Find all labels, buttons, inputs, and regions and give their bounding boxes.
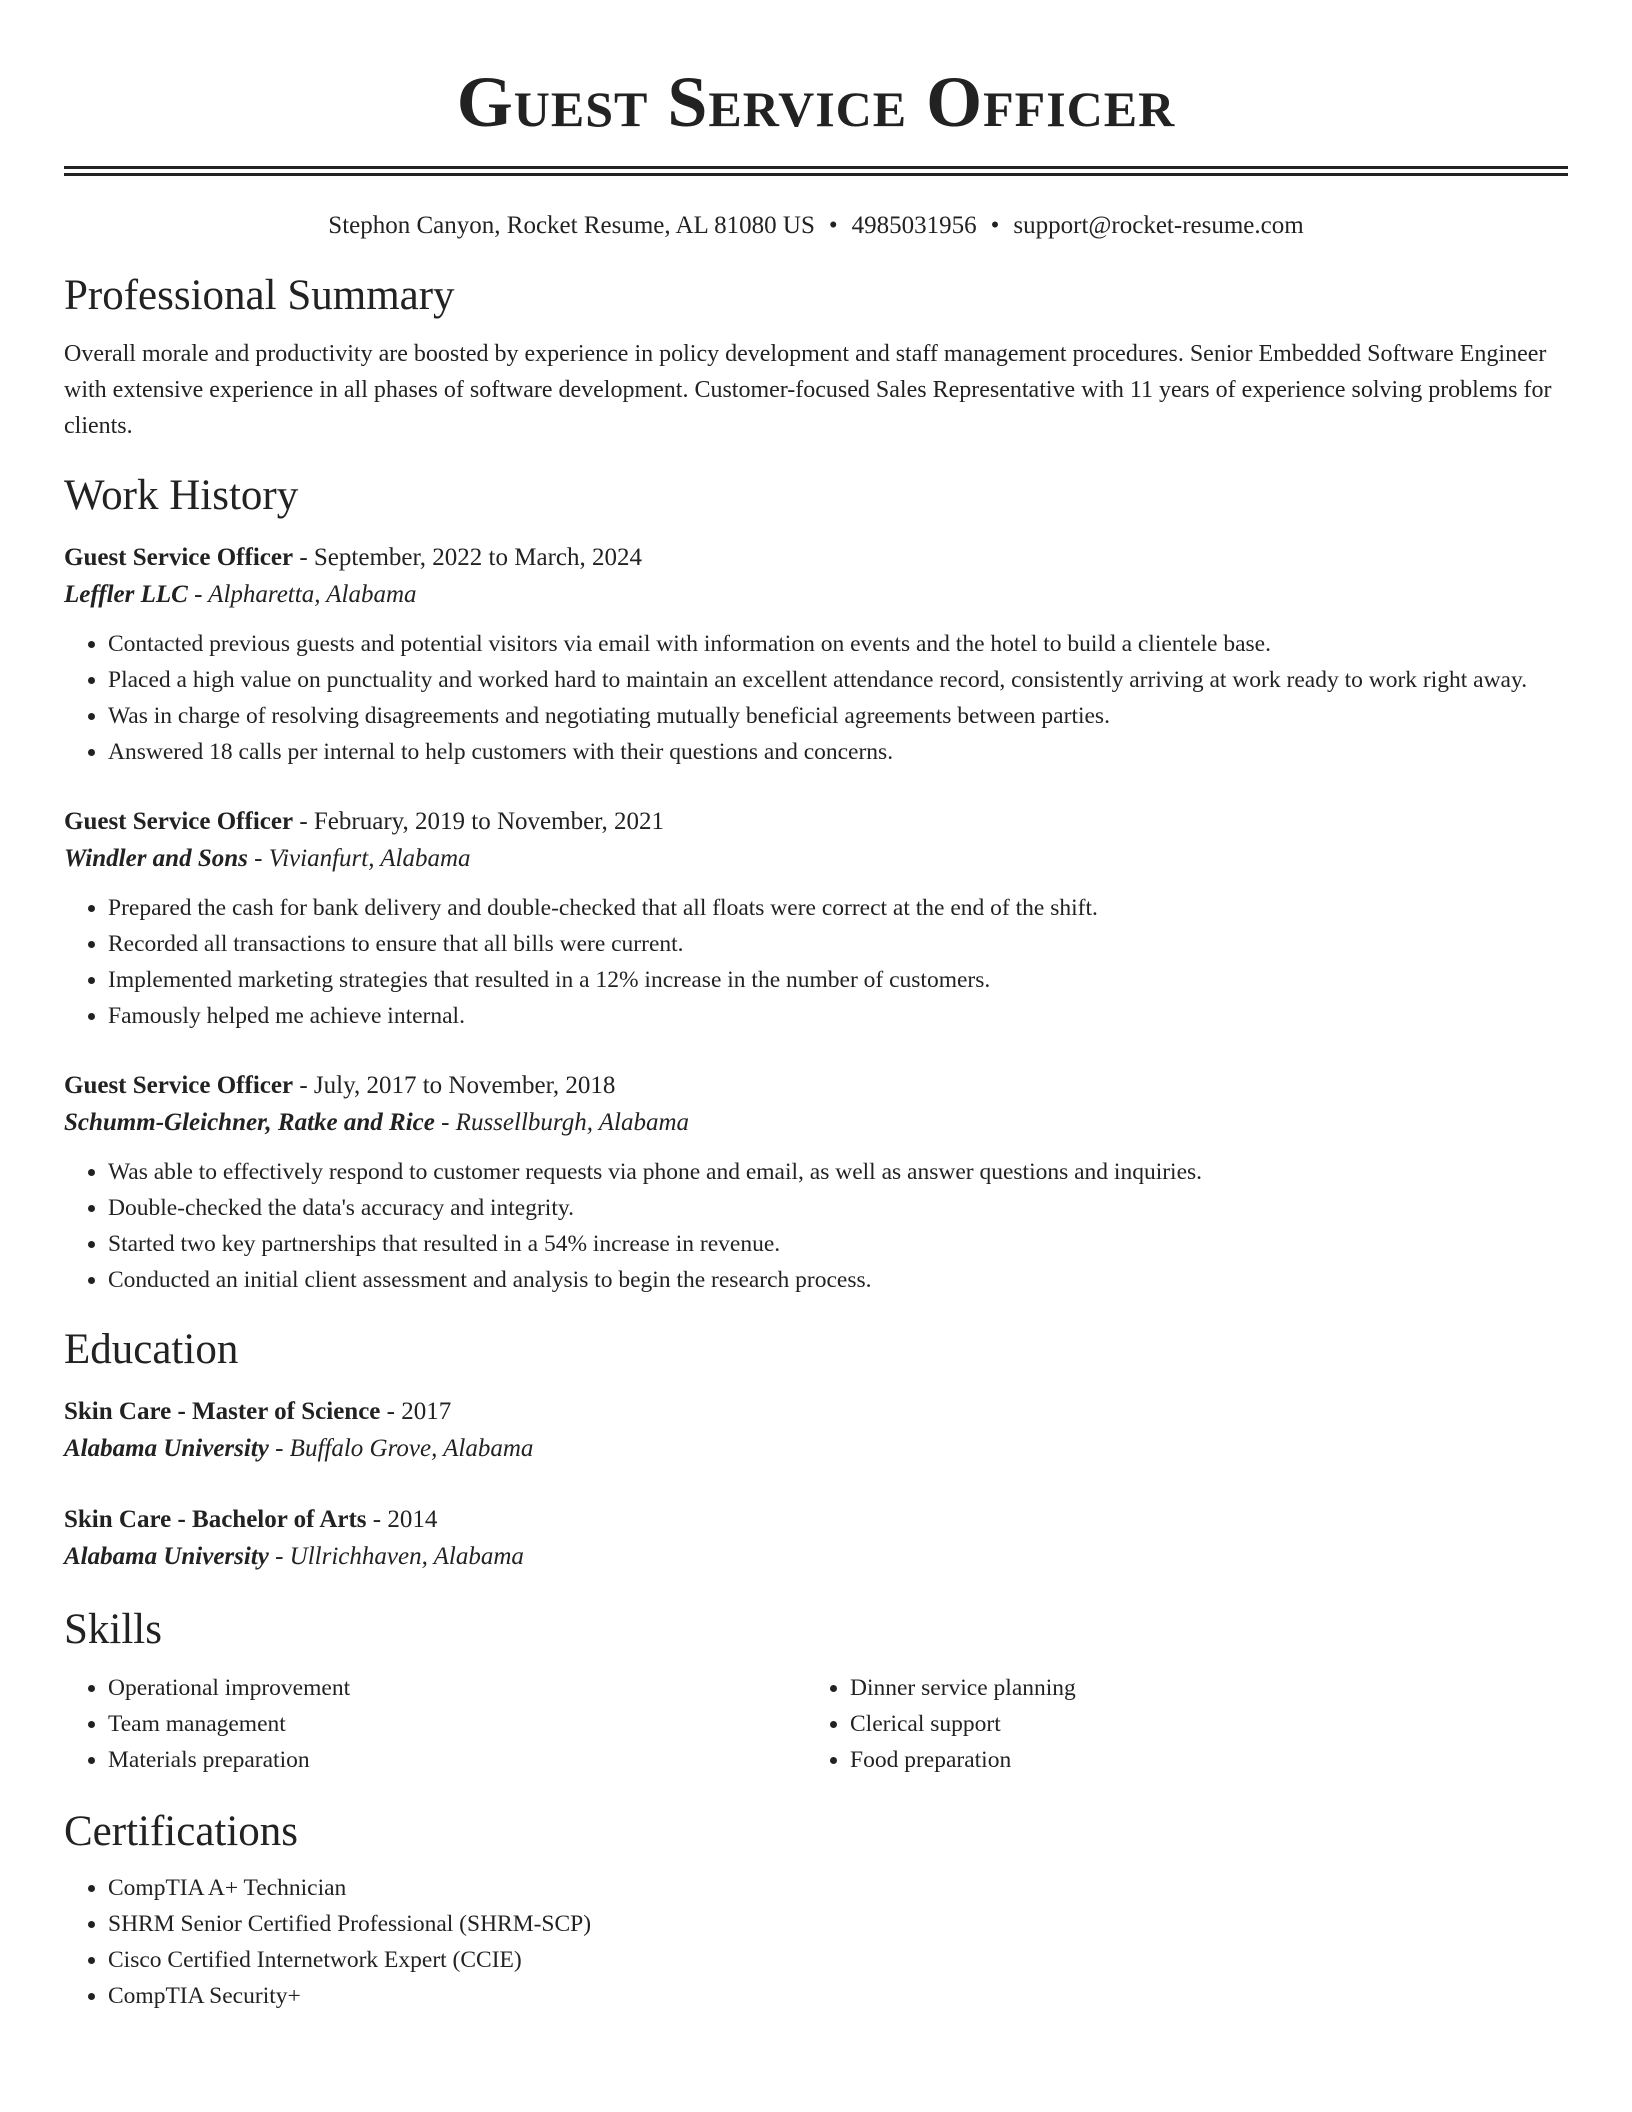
list-item: • Prepared the cash for bank delivery and double-checked that all floats were correct at the end of the shift.: [108, 890, 1568, 926]
education-degree: Skin Care - Bachelor of Arts: [64, 1506, 367, 1533]
skills-column-right: [806, 1670, 1548, 1778]
contact-phone: 4985031956: [851, 212, 977, 239]
contact-email[interactable]: support@rocket-resume.com: [1013, 212, 1304, 239]
job-title: Guest Service Officer: [64, 808, 294, 835]
job-employer: [64, 576, 1568, 614]
skills-list: [64, 1670, 806, 1778]
certification-item: • SHRM Senior Certified Professional (SHRM-SCP): [108, 1906, 1568, 1942]
skill-item: • Clerical support: [850, 1706, 1548, 1742]
job-header: [64, 1068, 1568, 1104]
job-title: Guest Service Officer: [64, 1072, 294, 1099]
list-item: • Was able to effectively respond to customer requests via phone and email, as well as answer questions and inquiries.: [108, 1154, 1568, 1190]
skill-item: • Materials preparation: [108, 1742, 806, 1778]
resume-page: [64, 0, 1568, 2014]
education-degree: Skin Care - Master of Science: [64, 1398, 381, 1425]
section-heading-education: Education: [64, 1326, 239, 1373]
certifications-list: [64, 1870, 1568, 2014]
education-header: [64, 1394, 1568, 1430]
job-header: [64, 804, 1568, 840]
job-dates: - September, 2022 to March, 2024: [293, 544, 643, 571]
certification-item: • Cisco Certified Internetwork Expert (CCIE): [108, 1942, 1568, 1978]
contact-separator: •: [990, 212, 1000, 239]
job-bullets: [64, 1154, 1568, 1298]
job-company: Leffler LLC: [64, 581, 188, 608]
education-entry: [64, 1502, 1568, 1576]
education-header: [64, 1502, 1568, 1538]
education-year: - 2017: [380, 1398, 452, 1425]
job-employer: [64, 840, 1568, 878]
skill-item: • Food preparation: [850, 1742, 1548, 1778]
list-item: • Famously helped me achieve internal.: [108, 998, 1568, 1034]
skill-item: • Operational improvement: [108, 1670, 806, 1706]
certification-item: • CompTIA A+ Technician: [108, 1870, 1568, 1906]
list-item: • Was in charge of resolving disagreements and negotiating mutually beneficial agreements between parties.: [108, 698, 1568, 734]
education-school: Alabama University: [64, 1543, 269, 1570]
summary-text: Overall morale and productivity are boosted by experience in policy development and staff management procedures. Senior Embedded Software Engineer with extensive experience in all phases of software development. Customer-focused Sales Representative with 11 years of experience solving problems for clients.: [64, 341, 1552, 439]
list-item: • Answered 18 calls per internal to help customers with their questions and concerns.: [108, 734, 1568, 770]
education-school: Alabama University: [64, 1435, 269, 1462]
education-year: - 2014: [366, 1506, 438, 1533]
list-item: • Double-checked the data's accuracy and integrity.: [108, 1190, 1568, 1226]
job-company: Windler and Sons: [64, 845, 248, 872]
education-location: - Ullrichhaven, Alabama: [268, 1543, 524, 1570]
job-location: - Alpharetta, Alabama: [187, 581, 417, 608]
list-item: • Implemented marketing strategies that resulted in a 12% increase in the number of customers.: [108, 962, 1568, 998]
job-entry: [64, 540, 1568, 770]
section-heading-work: Work History: [64, 472, 299, 519]
job-location: - Vivianfurt, Alabama: [247, 845, 471, 872]
education-school-line: [64, 1538, 1568, 1576]
skills-list: [806, 1670, 1548, 1778]
list-item: • Started two key partnerships that resulted in a 54% increase in revenue.: [108, 1226, 1568, 1262]
job-dates: - July, 2017 to November, 2018: [293, 1072, 616, 1099]
title-divider: [64, 166, 1568, 176]
list-item: • Placed a high value on punctuality and worked hard to maintain an excellent attendance record, consistently arriving at work ready to work right away.: [108, 662, 1568, 698]
contact-separator: •: [828, 212, 838, 239]
job-title: Guest Service Officer: [64, 544, 294, 571]
education-school-line: [64, 1430, 1568, 1468]
job-entry: [64, 804, 1568, 1034]
education-location: - Buffalo Grove, Alabama: [268, 1435, 534, 1462]
job-company: Schumm-Gleichner, Ratke and Rice: [64, 1109, 435, 1136]
skill-item: • Dinner service planning: [850, 1670, 1548, 1706]
job-entry: [64, 1068, 1568, 1298]
contact-line: [64, 210, 1568, 242]
certification-item: • CompTIA Security+: [108, 1978, 1568, 2014]
job-employer: [64, 1104, 1568, 1142]
skill-item: • Team management: [108, 1706, 806, 1742]
job-dates: - February, 2019 to November, 2021: [293, 808, 664, 835]
list-item: • Recorded all transactions to ensure that all bills were current.: [108, 926, 1568, 962]
contact-address: Stephon Canyon, Rocket Resume, AL 81080 US: [328, 212, 815, 239]
skills-column-left: [64, 1670, 806, 1778]
job-bullets: [64, 890, 1568, 1034]
section-heading-skills: Skills: [64, 1606, 162, 1653]
page-title: Guest Service Officer: [456, 62, 1176, 142]
list-item: • Conducted an initial client assessment and analysis to begin the research process.: [108, 1262, 1568, 1298]
job-location: - Russellburgh, Alabama: [434, 1109, 690, 1136]
section-heading-certifications: Certifications: [64, 1808, 299, 1855]
job-bullets: [64, 626, 1568, 770]
section-heading-summary: Professional Summary: [64, 272, 455, 319]
list-item: • Contacted previous guests and potential visitors via email with information on events and the hotel to build a clientele base.: [108, 626, 1568, 662]
job-header: [64, 540, 1568, 576]
education-entry: [64, 1394, 1568, 1468]
skills-grid: [64, 1670, 1568, 1778]
